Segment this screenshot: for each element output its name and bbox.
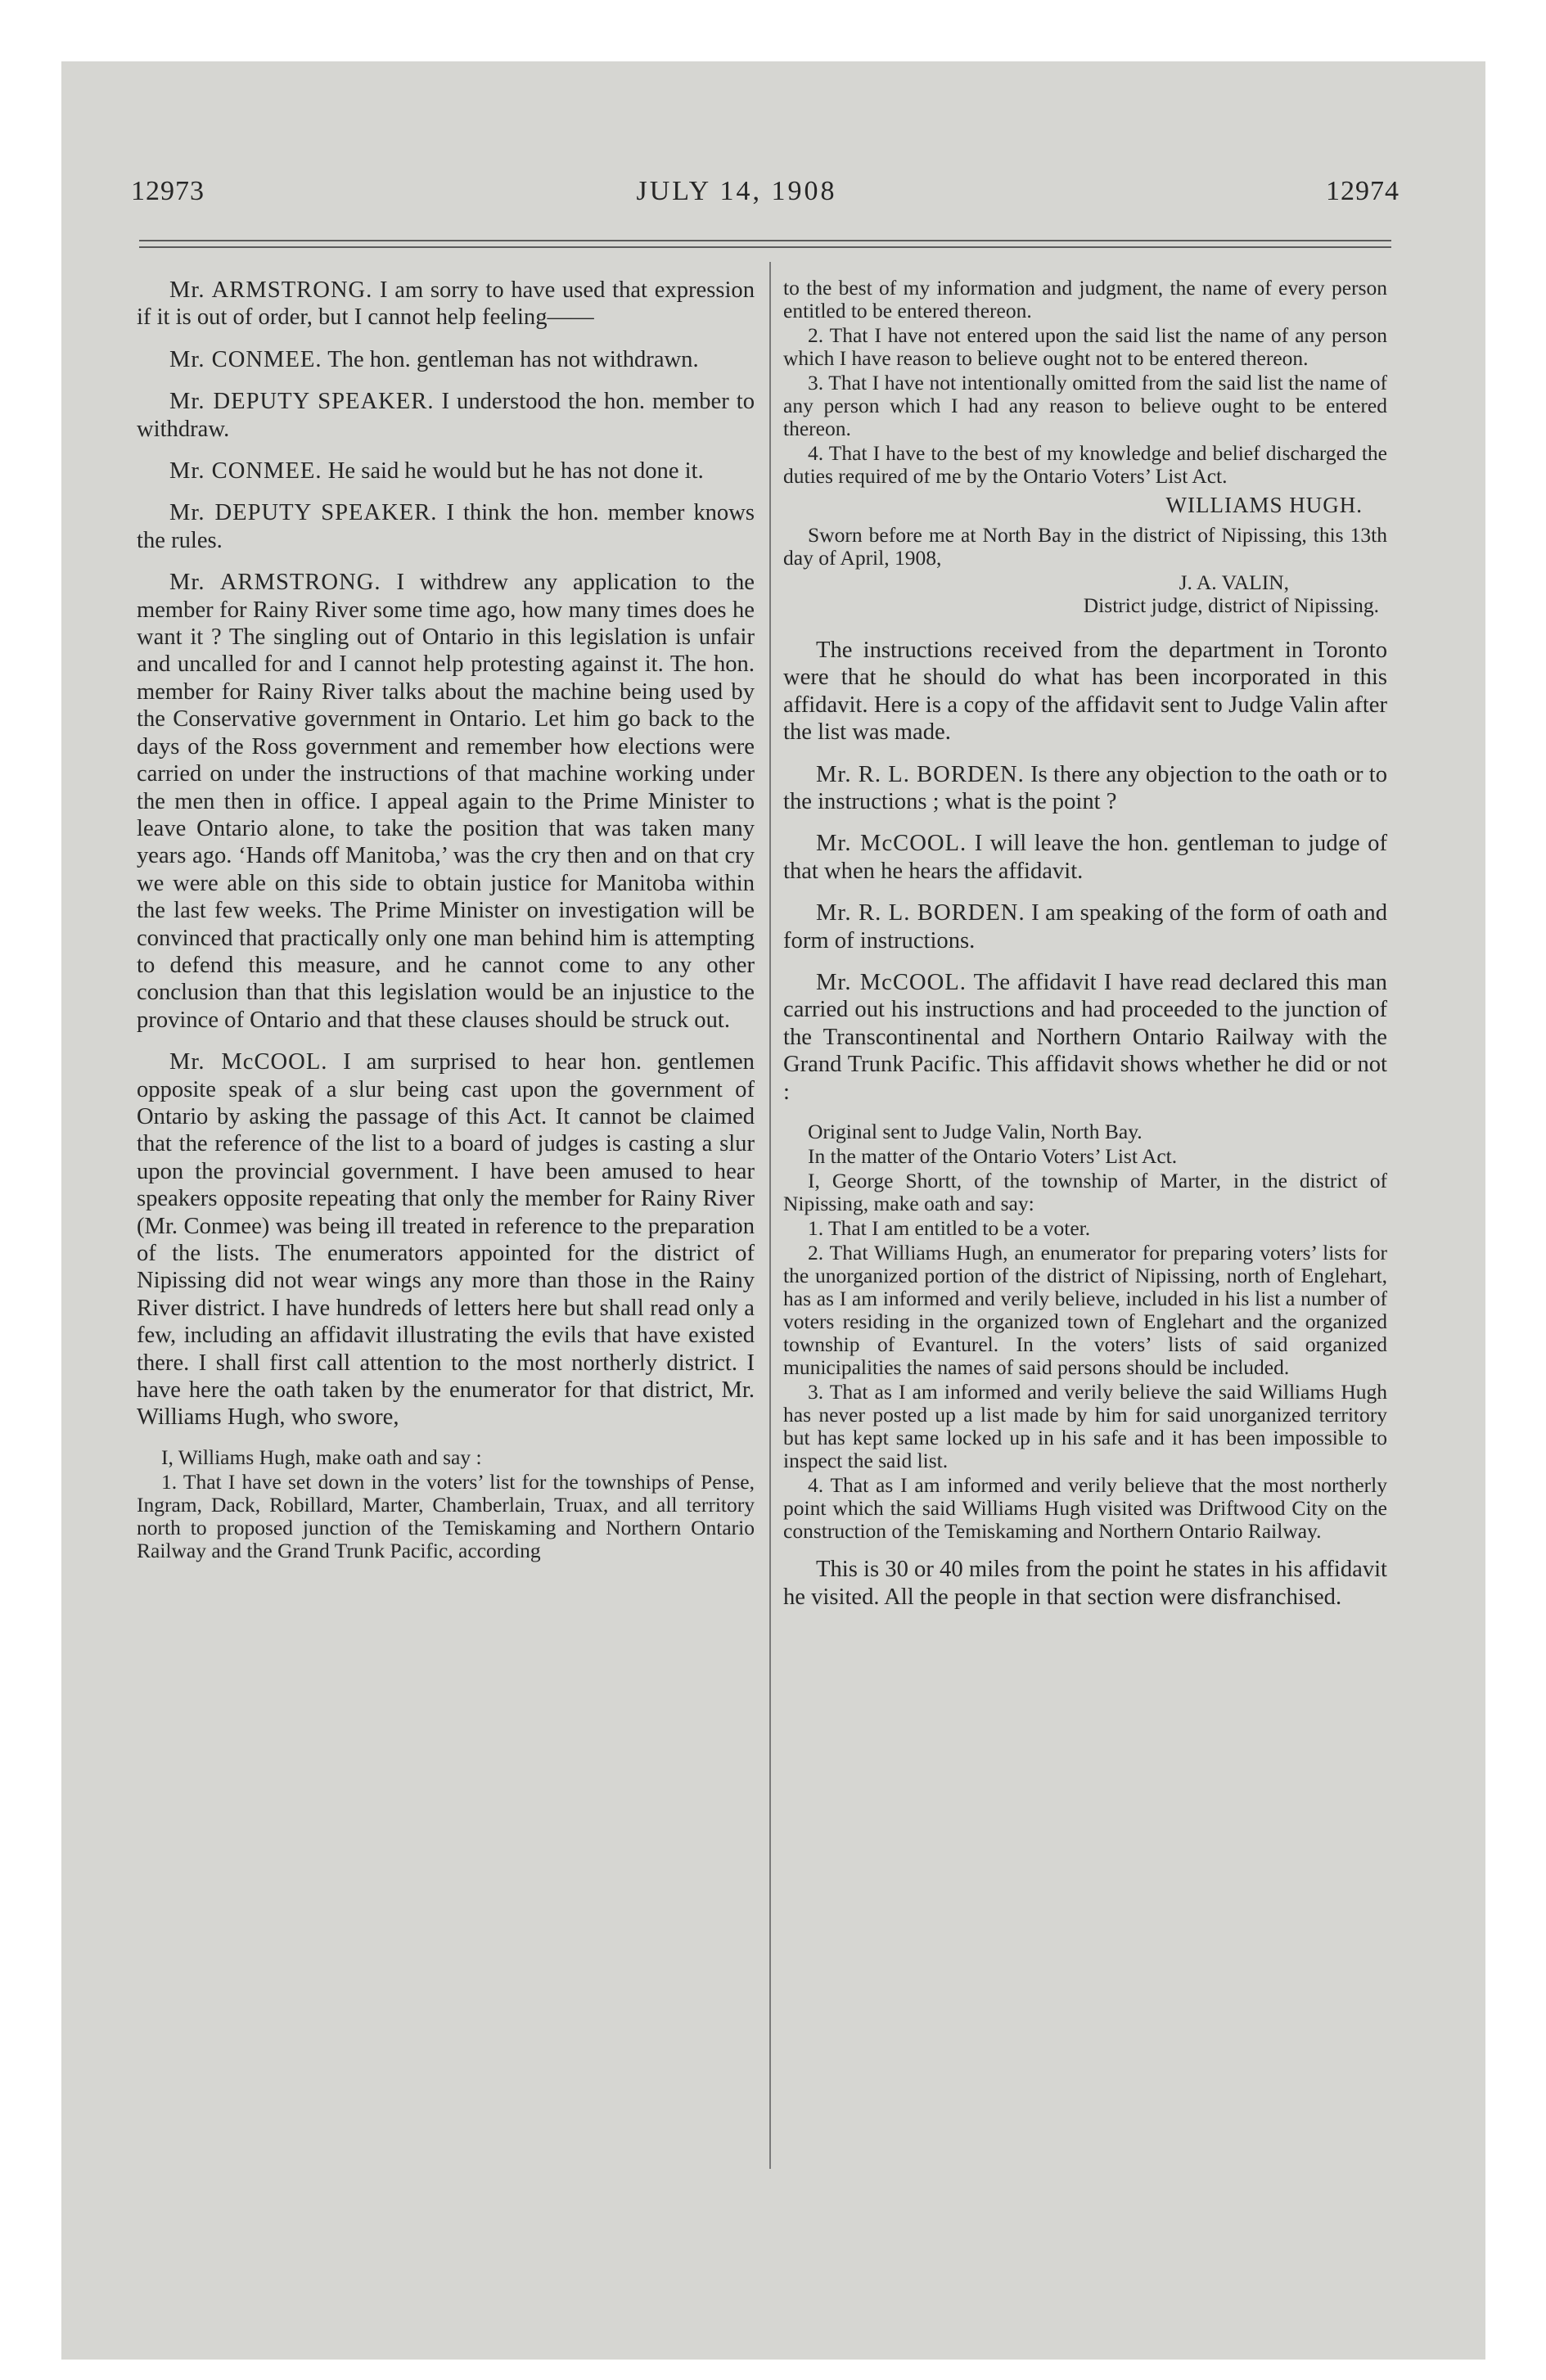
left-page-number: 12973 <box>131 176 205 206</box>
left-column <box>137 277 755 1564</box>
quoted-oath-line: 3. That I have not intentionally omitted from the said list the name of any person which I had any reason to believe ought to be entered thereon. <box>783 371 1387 440</box>
speech-text: Is there any objection to the oath or to the instructions ; what is the point ? <box>783 761 1387 815</box>
speaker-name: Mr. DEPUTY SPEAKER. <box>169 500 438 526</box>
right-column <box>783 277 1387 1625</box>
speech-paragraph <box>137 499 755 554</box>
speaker-name: Mr. McCOOL. <box>816 970 967 996</box>
speech-paragraph <box>783 969 1387 1106</box>
speech-paragraph <box>137 277 755 331</box>
judge-title: District judge, district of Nipissing. <box>1083 593 1379 617</box>
header-rule <box>139 240 1391 241</box>
speech-paragraph <box>137 569 755 1034</box>
right-page-number: 12974 <box>1326 176 1400 206</box>
speaker-name: Mr. McCOOL. <box>816 831 967 857</box>
page-date: JULY 14, 1908 <box>636 176 837 206</box>
speaker-name: Mr. ARMSTRONG. <box>169 277 373 303</box>
quoted-oath-line: 2. That I have not entered upon the said list the name of any person which I have reason to believe ought not to be entered thereon. <box>783 323 1387 370</box>
speech-text: I withdrew any application to the member for Rainy River some time ago, how many times does he want it ? The singling out of Ontario in this legislation is unfair and uncalled for and I cannot help protesting against it. The hon. member for Rainy River talks about the machine being used by the Conservative government in Ontario. Let him go back to the days of the Ross government and remember how elections were carried on under the instructions of that machine working under the men then in office. I appeal again to the Prime Minister to leave Ontario alone, to take the position that was taken many years ago. ‘Hands off Manitoba,’ was the cry then and on that cry we were able on this side to obtain justice for Manitoba within the last few weeks. The Prime Minister on investigation will be convinced that practically only one man behind him is attempting to defend this measure, and he cannot come to any other conclusion than that this legislation would be an injustice to the province of Ontario and that these clauses should be struck out. <box>137 570 755 1033</box>
quoted-affidavit-line: I, George Shortt, of the township of Marter, in the district of Nipissing, make oath and say: <box>783 1169 1387 1216</box>
speech-text: He said he would but he has not done it. <box>327 458 704 485</box>
quoted-oath-line: I, Williams Hugh, make oath and say : <box>161 1445 482 1469</box>
speech-text: I am surprised to hear hon. gentlemen opposite speak of a slur being cast upon the government of Ontario by asking the passage of this Act. It cannot be claimed that the reference of the list to a board of judges is casting a slur upon the provincial government. I have been amused to hear speakers opposite repeating that only the member for Rainy River (Mr. Conmee) was being ill treated in reference to the preparation of the lists. The enumerators appointed for the district of Nipissing did not wear wings any more than those in the Rainy River district. I have hundreds of letters here but shall read only a few, including an affidavit illustrating the evils that have existed there. I shall first call attention to the most northerly district. I have here the oath taken by the enumerator for that district, Mr. Williams Hugh, who swore, <box>137 1049 755 1431</box>
quoted-affidavit-line: Original sent to Judge Valin, North Bay. <box>808 1120 1143 1144</box>
header-rule <box>139 246 1391 248</box>
quoted-affidavit-line: 1. That I am entitled to be a voter. <box>808 1216 1091 1241</box>
quoted-oath-line: to the best of my information and judgment, the name of every person entitled to be entered thereon. <box>783 276 1387 322</box>
speaker-name: Mr. R. L. BORDEN. <box>816 761 1025 787</box>
speech-text: I think the hon. member knows the rules. <box>137 500 755 553</box>
speech-text: The affidavit I have read declared this man carried out his instructions and had proceeded to the junction of the Transcontinental and Northern Ontario Railway with the Grand Trunk Pacific. This affidavit shows whether he did or not : <box>783 970 1387 1105</box>
speech-paragraph <box>137 458 755 485</box>
quoted-affidavit-line: In the matter of the Ontario Voters’ List Act. <box>808 1144 1178 1169</box>
signature-name: WILLIAMS HUGH. <box>1165 493 1363 517</box>
quoted-oath-line: 1. That I have set down in the voters’ list for the townships of Pense, Ingram, Dack, Robillard, Marter, Chamberlain, Truax, and all territory north to proposed junction of the Temiskaming and Northern Ontario Railway and the Grand Trunk Pacific, according <box>137 1469 755 1562</box>
speech-text: The hon. gentleman has not withdrawn. <box>327 346 699 372</box>
speaker-name: Mr. CONMEE. <box>169 458 322 485</box>
speaker-name: Mr. CONMEE. <box>169 346 322 372</box>
speaker-name: Mr. R. L. BORDEN. <box>816 900 1025 926</box>
speech-paragraph <box>137 1048 755 1431</box>
speech-text: I am speaking of the form of oath and form of instructions. <box>783 900 1387 953</box>
speech-text: I am sorry to have used that expression if it is out of order, but I cannot help feeling—— <box>137 277 755 331</box>
closing-paragraph: This is 30 or 40 miles from the point he states in his affidavit he visited. All the people in that section were disfranchised. <box>783 1557 1387 1610</box>
speaker-name: Mr. McCOOL. <box>169 1049 328 1075</box>
speech-paragraph <box>783 761 1387 816</box>
speech-paragraph <box>783 899 1387 954</box>
speaker-name: Mr. DEPUTY SPEAKER. <box>169 389 435 415</box>
speech-paragraph <box>137 346 755 373</box>
quoted-affidavit-line: 3. That as I am informed and verily believe the said Williams Hugh has never posted up a list made by him for said unorganized territory but has kept same locked up in his safe and it has been impossible to inspect the said list. <box>783 1380 1387 1473</box>
speech-text: The instructions received from the department in Toronto were that he should do what has been incorporated in this affidavit. Here is a copy of the affidavit sent to Judge Valin after the list was made. <box>783 638 1387 746</box>
sworn-statement: Sworn before me at North Bay in the district of Nipissing, this 13th day of April, 1908, <box>783 523 1387 570</box>
quoted-affidavit-line: 4. That as I am informed and verily believe that the most northerly point which the said Williams Hugh visited was Driftwood City on the construction of the Temiskaming and Northern Ontario Railway. <box>783 1473 1387 1544</box>
quoted-affidavit-line: 2. That Williams Hugh, an enumerator for preparing voters’ lists for the unorganized portion of the district of Nipissing, north of Englehart, has as I am informed and verily believe, included in his list a number of voters residing in the organized town of Englehart and the organized township of Evanturel. In the voters’ lists of said organized municipalities the names of said persons should be included. <box>783 1241 1387 1380</box>
quoted-oath-line: 4. That I have to the best of my knowledge and belief discharged the duties required of me by the Ontario Voters’ List Act. <box>783 441 1387 488</box>
speech-text: I understood the hon. member to withdraw. <box>137 389 755 442</box>
judge-name: J. A. VALIN, <box>1179 570 1289 594</box>
speech-paragraph <box>783 637 1387 746</box>
speech-paragraph <box>783 830 1387 885</box>
speech-paragraph <box>137 388 755 443</box>
speech-text: I will leave the hon. gentleman to judge of that when he hears the affidavit. <box>783 831 1387 884</box>
column-divider <box>769 262 771 2169</box>
speaker-name: Mr. ARMSTRONG. <box>169 570 381 596</box>
